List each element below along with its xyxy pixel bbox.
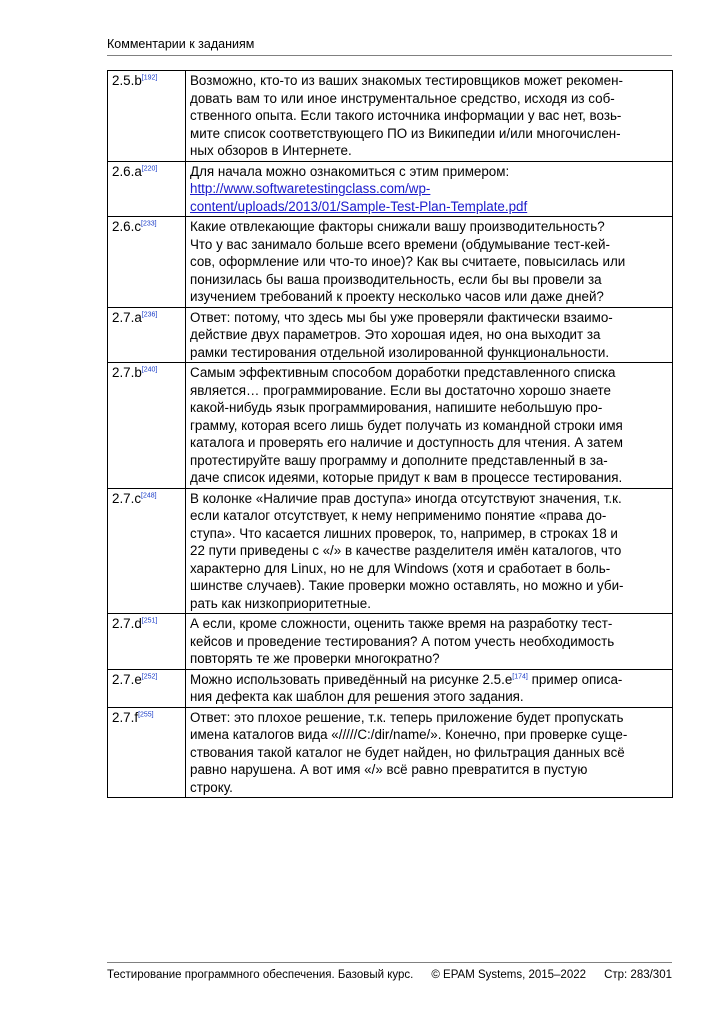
comment-text: А если, кроме сложности, оценить также время на разработку тест- кейсов и проведение тестирования? А потом учесть необходимость повторять те же проверки многократно? bbox=[186, 614, 673, 670]
table-row bbox=[108, 488, 673, 614]
comment-text: Возможно, кто-то из ваших знакомых тестировщиков может рекомен- довать вам то или иное инструментальное средство, исходя из соб- ственного опыта. Если такого источника информации у вас нет, возь- мите список соответствующего ПО из Википедии и/или многочислен- ных обзоров в Интернете. bbox=[186, 71, 673, 162]
page-ref-link[interactable]: [251] bbox=[141, 617, 158, 625]
footer-page-number: Стр: 283/301 bbox=[604, 969, 672, 981]
table-row bbox=[108, 707, 673, 798]
page-ref-link[interactable]: [255] bbox=[138, 711, 154, 719]
comment-text: Можно использовать приведённый на рисунке 2.5.е[174] пример описа- ния дефекта как шаблон для решения этого задания. bbox=[186, 669, 673, 707]
page-ref-link[interactable]: [236] bbox=[141, 311, 158, 319]
comment-text: В колонке «Наличие прав доступа» иногда отсутствуют значения, т.к. если каталог отсутствует, к нему неприменимо понятие «права до- ступа». Что касается лишних проверок, то, например, в строках 18 и 22 пути приведены с «/» в качестве разделителя имён каталогов, что характерно для Linux, но не для Windows (хотя и сработает в боль- шинстве случаев). Такие проверки можно оставлять, но можно и уби- рать как низкоприоритетные. bbox=[186, 488, 673, 614]
answers-table bbox=[107, 70, 673, 798]
comment-text: Самым эффективным способом доработки представленного списка является… программирование. Если вы достаточно хорошо знаете какой-нибудь язык программирования, напишите небольшую про- грамму, которая всего лишь будет получать из командной строки имя каталога и проверять его наличие и доступность для чтения. А затем протестируйте вашу программу и дополните представленный в за- даче список идеями, которые придут к вам в процессе тестирования. bbox=[186, 363, 673, 489]
figure-ref-link[interactable]: [174] bbox=[512, 673, 528, 681]
external-link[interactable]: http://www.softwaretestingclass.com/wp- content/uploads/2013/01/Sample-Test-Plan-Template.pdf bbox=[190, 181, 528, 214]
page-ref-link[interactable]: [252] bbox=[141, 673, 158, 681]
page-header bbox=[107, 37, 672, 56]
task-number: 2.7.b[240] bbox=[108, 363, 186, 489]
comment-text: Какие отвлекающие факторы снижали вашу производительность? Что у вас занимало больше всего времени (обдумывание тест-кей- сов, оформление или что-то иное)? Как вы считаете, повысилась или понизилась бы ваша производительность, если бы вы провели за изучением требований к проекту несколько часов или даже дней? bbox=[186, 217, 673, 308]
table-row bbox=[108, 669, 673, 707]
table-row bbox=[108, 363, 673, 489]
page-ref-link[interactable]: [248] bbox=[141, 492, 157, 500]
task-number: 2.7.e[252] bbox=[108, 669, 186, 707]
table-row bbox=[108, 614, 673, 670]
table-row bbox=[108, 217, 673, 308]
comment-text: Ответ: потому, что здесь мы бы уже проверяли фактически взаимо- действие двух параметров. Это хорошая идея, но она выходит за рамки тестирования отдельной изолированной функциональности. bbox=[186, 307, 673, 363]
task-number: 2.7.f[255] bbox=[108, 707, 186, 798]
task-number: 2.6.c[233] bbox=[108, 217, 186, 308]
table-row bbox=[108, 307, 673, 363]
table-row bbox=[108, 161, 673, 217]
comment-text: Для начала можно ознакомиться с этим примером: http://www.softwaretestingclass.com/wp- content/uploads/2013/01/Sample-Test-Plan-Template.pdf bbox=[186, 161, 673, 217]
footer-copyright: © EPAM Systems, 2015–2022 bbox=[431, 969, 587, 981]
task-number: 2.7.d[251] bbox=[108, 614, 186, 670]
task-number: 2.6.a[220] bbox=[108, 161, 186, 217]
header-title: Комментарии к заданиям bbox=[107, 37, 255, 51]
table-row bbox=[108, 71, 673, 162]
footer-course-title: Тестирование программного обеспечения. Базовый курс. bbox=[107, 969, 414, 981]
page-ref-link[interactable]: [220] bbox=[141, 165, 158, 173]
comment-text: Ответ: это плохое решение, т.к. теперь приложение будет пропускать имена каталогов вида «/////C:/dir/name/». Конечно, при проверке суще- ствования такой каталог не будет найден, но фильтрация данных всё равно нарушена. А вот имя «/» всё равно превратится в пустую строку. bbox=[186, 707, 673, 798]
page-ref-link[interactable]: [240] bbox=[141, 366, 158, 374]
page-ref-link[interactable]: [192] bbox=[141, 74, 158, 82]
task-number: 2.7.c[248] bbox=[108, 488, 186, 614]
page-ref-link[interactable]: [233] bbox=[141, 220, 157, 228]
task-number: 2.7.a[236] bbox=[108, 307, 186, 363]
page-footer bbox=[107, 962, 672, 981]
task-number: 2.5.b[192] bbox=[108, 71, 186, 162]
